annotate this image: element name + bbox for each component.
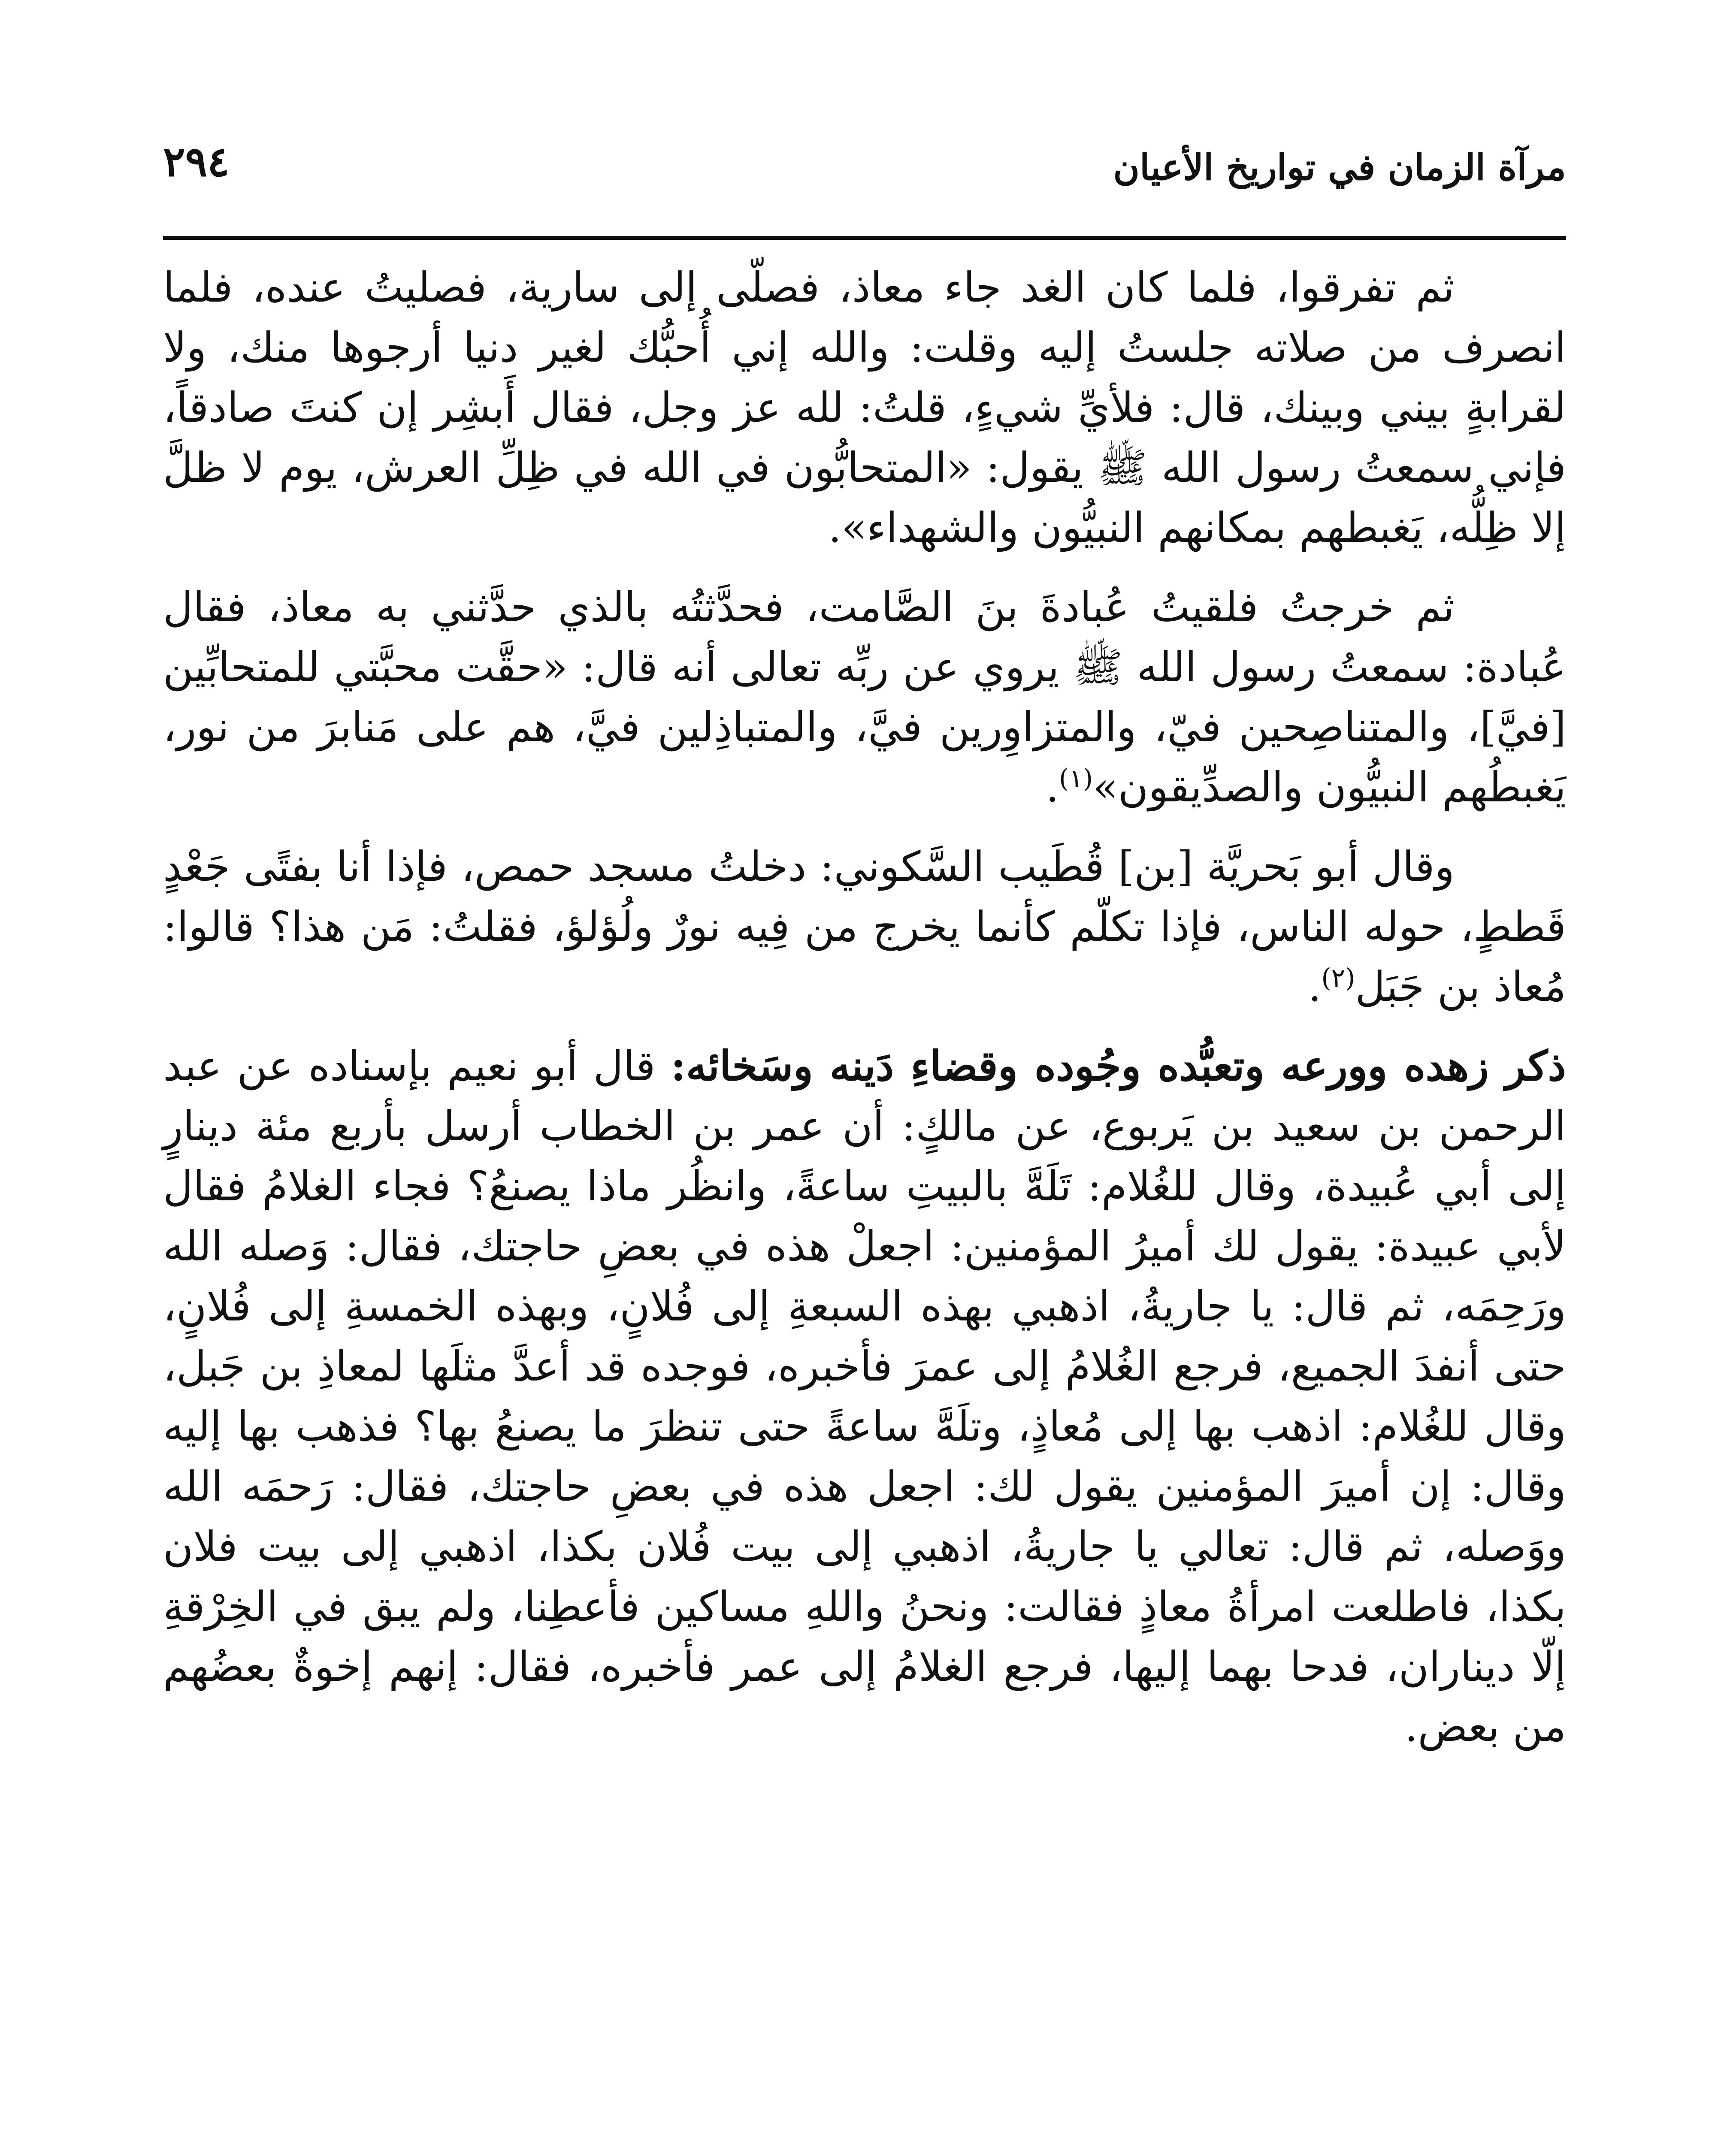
paragraph bbox=[163, 837, 1566, 1017]
header-rule bbox=[163, 236, 1566, 240]
section-heading: ذكر زهده وورعه وتعبُّده وجُوده وقضاءِ دَينه وسَخائه: bbox=[671, 1042, 1567, 1090]
footnote-marker: (١) bbox=[1059, 764, 1093, 794]
footnote-marker: (٢) bbox=[1321, 963, 1355, 993]
paragraph-end: . bbox=[1046, 763, 1059, 811]
running-title: مرآة الزمان في تواريخ الأعيان bbox=[1113, 146, 1566, 188]
paragraph-end: . bbox=[1308, 963, 1322, 1011]
paragraph bbox=[163, 257, 1566, 558]
running-head bbox=[163, 129, 1566, 193]
main-text bbox=[163, 257, 1566, 1776]
paragraph bbox=[163, 1036, 1566, 1757]
page-number: ٢٩٤ bbox=[163, 137, 230, 186]
paragraph-text: ثم خرجتُ فلقيتُ عُبادةَ بنَ الصَّامت، فحدَّثتُه بالذي حدَّثني به معاذ، فقال عُبادة: سمعتُ رسول الله ﷺ يروي عن ربِّه تعالى أنه قال: «حقَّت محبَّتي للمتحابِّين [فيَّ]، والمتناصِحين فيّ، والمتزاوِرين فيَّ، والمتباذِلين فيَّ، هم على مَنابرَ من نور، يَغبطُهم النبيُّون والصدِّيقون» bbox=[163, 583, 1566, 811]
paragraph-text: وقال أبو بَحريَّة [بن] قُطَيب السَّكوني: دخلتُ مسجد حمص، فإذا أنا بفتًى جَعْدٍ قَططٍ، حوله الناس، فإذا تكلّم كأنما يخرج من فِيه نورٌ ولُؤلؤ، فقلتُ: مَن هذا؟ قالوا: مُعاذ بن جَبَل bbox=[163, 843, 1566, 1011]
paragraph bbox=[163, 577, 1566, 817]
paragraph-text: ثم تفرقوا، فلما كان الغد جاء معاذ، فصلّى إلى سارية، فصليتُ عنده، فلما انصرف من صلاته جلستُ إليه وقلت: والله إني أُحبُّك لغير دنيا أرجوها منك، ولا لقرابةٍ بيني وبينك، قال: فلأيِّ شيءٍ، قلتُ: لله عز وجل، فقال أَبشِر إن كنتَ صادقاً، فإني سمعتُ رسول الله ﷺ يقول: «المتحابُّون في الله في ظِلِّ العرش، يوم لا ظلَّ إلا ظِلُّه، يَغبطهم بمكانهم النبيُّون والشهداء». bbox=[163, 263, 1566, 552]
paragraph-text: قال أبو نعيم بإسناده عن عبد الرحمن بن سعيد بن يَربوع، عن مالكٍ: أن عمر بن الخطاب أرسل بأربع مئة دينارٍ إلى أبي عُبيدة، وقال للغُلام: تَلَهَّ بالبيتِ ساعةً، وانظُر ماذا يصنعُ؟ فجاء الغلامُ فقال لأبي عبيدة: يقول لك أميرُ المؤمنين: اجعلْ هذه في بعضِ حاجتك، فقال: وَصله الله ورَحِمَه، ثم قال: يا جاريةُ، اذهبي بهذه السبعةِ إلى فُلانٍ، وبهذه الخمسةِ إلى فُلانٍ، حتى أنفدَ الجميع، فرجع الغُلامُ إلى عمرَ فأخبره، فوجده قد أعدَّ مثلَها لمعاذِ بن جَبل، وقال للغُلام: اذهب بها إلى مُعاذٍ، وتلَهَّ ساعةً حتى تنظرَ ما يصنعُ بها؟ فذهب بها إليه وقال: إن أميرَ المؤمنين يقول لك: اجعل هذه في بعضِ حاجتك، فقال: رَحمَه الله ووَصله، ثم قال: تعالي يا جاريةُ، اذهبي إلى بيت فُلان بكذا، اذهبي إلى بيت فلان بكذا، فاطلعت امرأةُ معاذٍ فقالت: ونحنُ واللهِ مساكين فأعطِنا، ولم يبق في الخِرْقةِ إلّا ديناران، فدحا بهما إليها، فرجع الغلامُ إلى عمر فأخبره، فقال: إنهم إخوةٌ بعضُهم من بعض. bbox=[163, 1042, 1567, 1751]
